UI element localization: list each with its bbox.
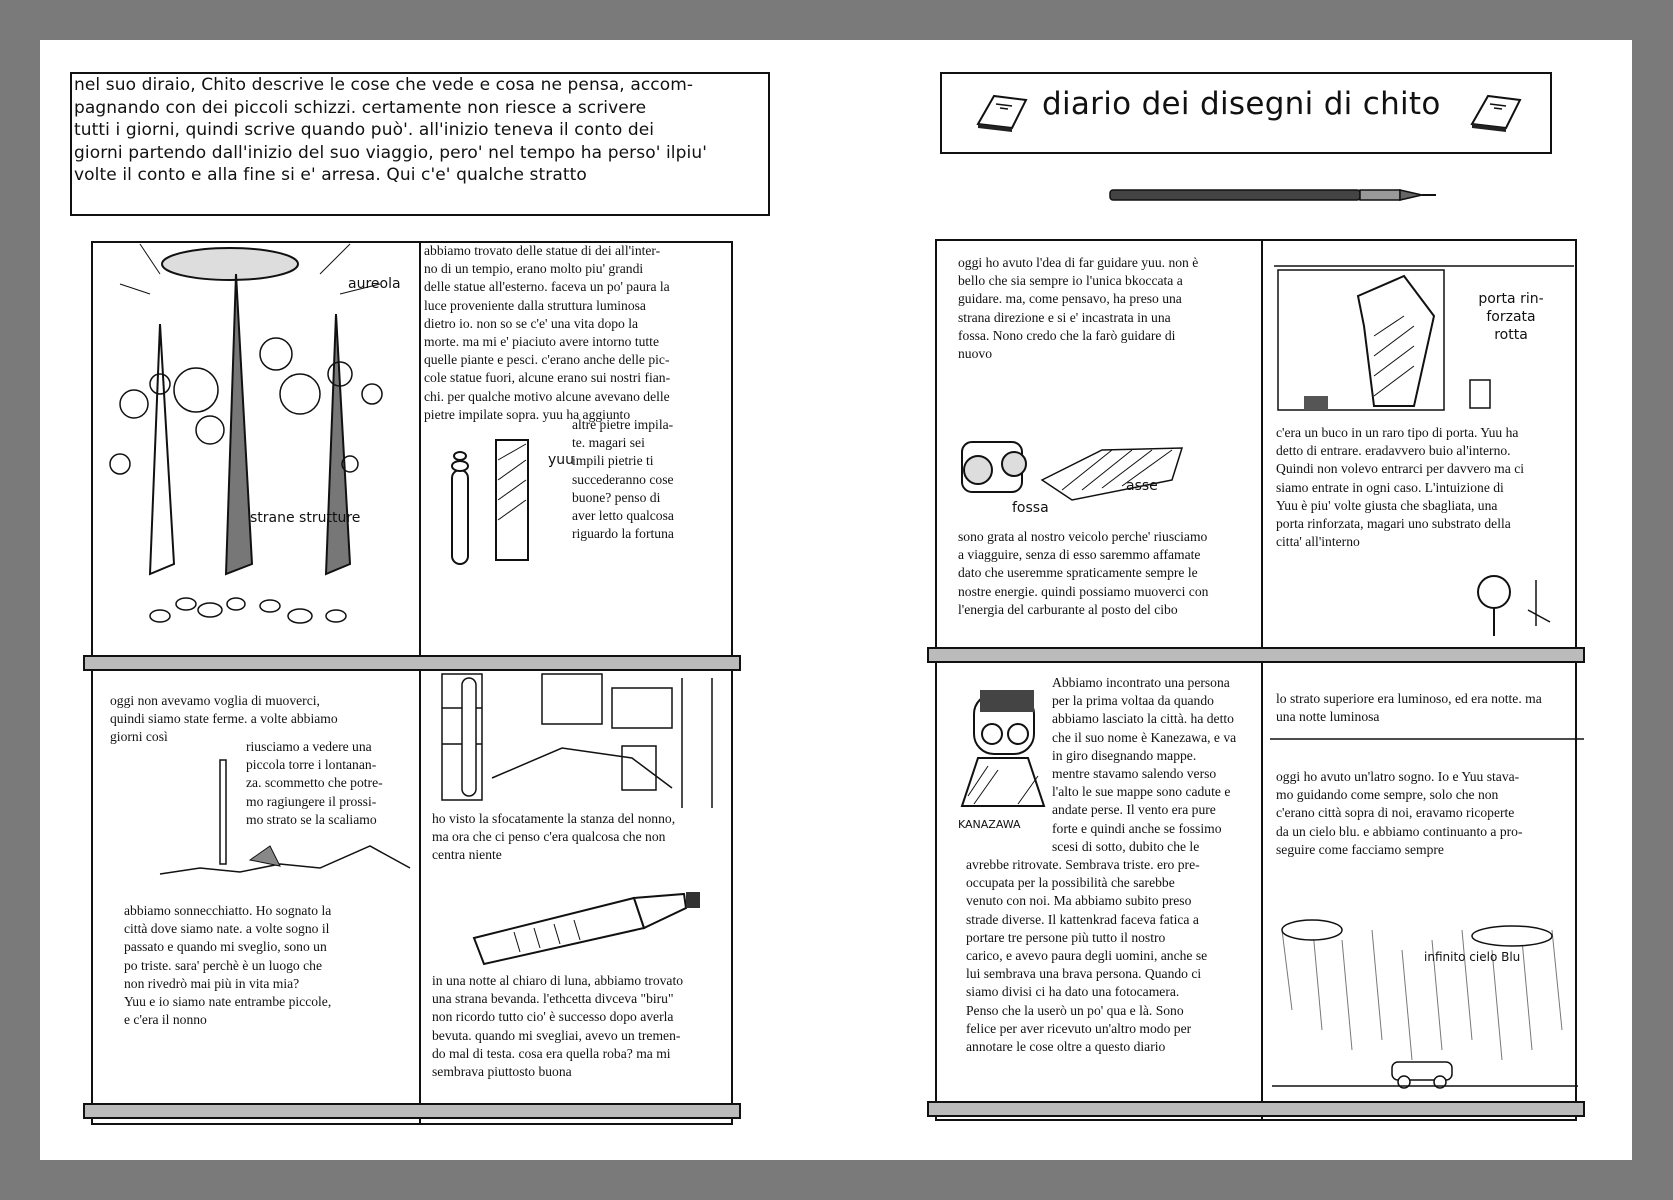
text-line: non ricordo tutto cio' è successo dopo averla	[432, 1009, 674, 1025]
intro-line: giorni partendo dall'inizio del suo viaggio, pero' nel tempo ha perso' ilpiu'	[74, 142, 707, 163]
figure-with-door-sketch	[1470, 570, 1560, 640]
blue-sky-dream-text	[1276, 768, 1582, 859]
text-line: passato e quando mi sveglio, sono un	[124, 939, 327, 955]
vehicle-fuel-text	[958, 528, 1258, 619]
text-line: bevuta. quando mi svegliai, avevo un tremen-	[432, 1027, 681, 1043]
text-line: mo guidando come sempre, solo che non	[1276, 787, 1499, 803]
stacked-stones-text	[572, 416, 732, 543]
vehicle-in-pit-sketch	[952, 420, 1212, 520]
text-line: avrebbe ritrovate. Sembrava triste. ero pre-	[966, 857, 1200, 873]
text-line: ma ora che ci penso c'era qualcosa che non	[432, 829, 666, 845]
text-line: e c'era il nonno	[124, 1012, 207, 1028]
yuu-label: yuu	[548, 452, 575, 468]
text-line: in giro disegnando mappe.	[1052, 747, 1197, 763]
statues-sketch	[100, 244, 416, 644]
text-line: che il suo nome è Kanezawa, e va	[1052, 729, 1237, 745]
text-line: annotare le cose oltre a questo diario	[966, 1039, 1166, 1055]
text-line: una notte luminosa	[1276, 709, 1380, 725]
planks-label: asse	[1126, 478, 1158, 494]
text-line: no di un tempio, erano molto piu' grandi	[424, 261, 644, 277]
text-line: l'energia del carburante al posto del cibo	[958, 601, 1178, 617]
text-line: in una notte al chiaro di luna, abbiamo trovato	[432, 973, 684, 988]
text-line: sembrava piuttosto buona	[432, 1064, 572, 1080]
text-line: cole statue fuori, alcune erano sui nostri fian-	[424, 370, 671, 386]
text-line: za. scommetto che potre-	[246, 775, 383, 791]
text-line: altre pietre impila-	[572, 417, 674, 432]
text-line: strana direzione e si e' incastrata in una	[958, 309, 1171, 325]
text-line: a viagguire, senza di esso saremmo affamate	[958, 547, 1201, 563]
text-line: oggi ho avuto l'dea di far guidare yuu. non è	[958, 255, 1199, 270]
kanezawa-meeting-text	[966, 674, 1256, 1056]
text-line: porta rinforzata, magari uno substrato della	[1276, 516, 1511, 532]
text-line: piccola torre i lontanan-	[246, 757, 377, 773]
text-line: siamo entrate in ogni caso. L'intuizione di	[1276, 479, 1504, 495]
tower-horizon-sketch	[150, 756, 420, 886]
text-line: mo strato se la scaliamo	[246, 811, 377, 827]
text-line: nostre energie. quindi possiamo muoverci con	[958, 583, 1209, 599]
text-line: andate perse. Il vento era pure	[1052, 802, 1216, 818]
text-line: bello che sia sempre io l'unica bkoccata a	[958, 273, 1183, 289]
text-line: chi. per qualche motivo alcune avevano delle	[424, 388, 670, 404]
kanazawa-label: KANAZAWA	[958, 818, 1021, 831]
text-line: mentre stavamo salendo verso	[1052, 766, 1217, 782]
text-line: lui sembrava una brava persona. Quando ci	[966, 966, 1202, 982]
text-line: portare tre persone più tutto il nostro	[966, 929, 1166, 945]
text-line: da un cielo blu. e abbiamo continuanto a pro-	[1276, 823, 1523, 839]
text-line: felice per aver ricevuto un'altro modo per	[966, 1020, 1192, 1036]
grandfather-room-sketch	[432, 668, 732, 808]
text-line: Yuu e io siamo nate entrambe piccole,	[124, 994, 332, 1010]
text-line: c'erano città sopra di noi, eravamo ricoperte	[1276, 805, 1515, 821]
text-line: Yuu è piu' volte giusta che sbagliata, una	[1276, 497, 1498, 513]
intro-line: volte il conto e alla fine si e' arresa. Qui c'e' qualche stratto	[74, 165, 587, 185]
door-label	[1474, 290, 1548, 344]
text-line: luce proveniente dalla struttura luminosa	[424, 297, 646, 313]
text-line: quelle piante e pesci. c'erano anche delle pic-	[424, 352, 670, 368]
text-line: abbiamo trovato delle statue di dei all'inter-	[424, 243, 661, 258]
text-line: occupata per la possibilità che sarebbe	[966, 875, 1175, 891]
text-line: strade diverse. Il kattenkrad faceva fatica a	[966, 911, 1199, 927]
text-line: guidare. ma, come pensavo, ha preso una	[958, 291, 1182, 307]
title-box	[940, 72, 1552, 154]
text-line: ho visto la sfocatamente la stanza del nonno,	[432, 811, 676, 826]
text-line: do mal di testa. cosa era quella roba? ma mi	[432, 1045, 671, 1061]
intro-text	[74, 74, 764, 187]
text-line: l'alto le sue mappe sono cadute e	[1052, 784, 1231, 800]
notebook-icon	[1468, 88, 1524, 132]
text-line: Quindi non volevo entrarci per davvero ma ci	[1276, 461, 1524, 477]
text-line: mo ragiungere il prossi-	[246, 793, 377, 809]
text-line: c'era un buco in un raro tipo di porta. Yuu ha	[1276, 425, 1519, 440]
structures-label: strane strutture	[250, 510, 361, 526]
text-line: oggi ho avuto un'latro sogno. Io e Yuu stava-	[1276, 769, 1520, 784]
text-line: te. magari sei	[572, 435, 645, 451]
text-line: lo strato superiore era luminoso, ed era notte. ma	[1276, 691, 1542, 706]
text-line: siamo divisi ci ha dato una fotocamera.	[966, 984, 1180, 1000]
text-line: pietre impilate sopra. yuu ha aggiunto	[424, 406, 631, 422]
text-line: venuto con noi. Ma abbiamo subito preso	[966, 893, 1192, 909]
text-line: carico, e avevo paura degli uomini, anche se	[966, 948, 1208, 964]
pit-label: fossa	[1012, 500, 1049, 516]
text-line: una strana bevanda. l'ethcetta divceva "biru"	[432, 991, 674, 1007]
bottle-sketch	[464, 888, 734, 968]
intro-line: tutti i giorni, quindi scrive quando può'. all'inizio teneva il conto dei	[74, 120, 655, 140]
temple-statues-text	[424, 242, 736, 424]
text-line: impili pietrie ti	[572, 453, 654, 469]
text-line: Abbiamo incontrato una persona	[1052, 675, 1230, 690]
strange-drink-text	[432, 972, 744, 1081]
intro-box	[70, 72, 770, 216]
text-line: po triste. sara' perchè è un luogo che	[124, 957, 322, 973]
door-hole-text	[1276, 424, 1576, 551]
text-line: Penso che la userò un po' qua e là. Sono	[966, 1002, 1184, 1018]
statue-with-stones-sketch	[440, 430, 570, 570]
label-line: forzata	[1486, 309, 1536, 325]
text-line: dietro io. non so se c'e' una vita dopo la	[424, 315, 639, 331]
pencil-divider	[1110, 188, 1436, 202]
text-line: centra niente	[432, 847, 502, 863]
text-line: riguardo la fortuna	[572, 526, 674, 542]
text-line: citta' all'interno	[1276, 534, 1360, 550]
label-line: rotta	[1494, 327, 1528, 343]
text-line: sono grata al nostro veicolo perche' riusciamo	[958, 529, 1208, 544]
text-line: riusciamo a vedere una	[246, 739, 372, 754]
text-line: non rivedrò mai più in vita mia?	[124, 975, 300, 991]
intro-line: nel suo diraio, Chito descrive le cose che vede e cosa ne pensa, accom-	[74, 75, 694, 95]
halo-label: aureola	[348, 276, 401, 292]
text-line: morte. ma mi e' piaciuto avere intorno tutte	[424, 334, 659, 350]
blue-sky-sketch	[1272, 910, 1578, 1100]
intro-line: pagnando con dei piccoli schizzi. certamente non riesce a scrivere	[74, 97, 647, 118]
dream-city-text	[124, 902, 424, 1029]
text-line: buone? penso di	[572, 489, 661, 505]
divider-line	[1270, 738, 1584, 740]
label-line: porta rin-	[1478, 291, 1544, 307]
text-line: per la prima voltaa da quando	[1052, 693, 1214, 709]
yuu-driving-text	[958, 254, 1258, 363]
grandfather-room-text	[432, 810, 742, 865]
text-line: giorni così	[110, 729, 168, 745]
text-line: abbiamo sonnecchiatto. Ho sognato la	[124, 903, 332, 918]
sky-label: infinito cielo Blu	[1424, 950, 1521, 964]
text-line: succederanno cose	[572, 471, 674, 487]
text-line: città dove siamo nate. a volte sogno il	[124, 921, 330, 937]
text-line: fossa. Nono credo che la farò guidare di	[958, 327, 1176, 343]
text-line: aver letto qualcosa	[572, 508, 674, 524]
text-line: abbiamo lasciato la città. ha detto	[1052, 711, 1234, 727]
text-line: scesi di sotto, dubito che le	[1052, 838, 1200, 854]
text-line: oggi non avevamo voglia di muoverci,	[110, 693, 320, 708]
text-line: seguire come facciamo sempre	[1276, 841, 1444, 857]
notebook-icon	[974, 88, 1030, 132]
text-line: dato che useremme spraticamente sempre le	[958, 565, 1198, 581]
luminous-night-text	[1276, 690, 1582, 726]
text-line: delle statue all'esterno. faceva un po' paura la	[424, 279, 670, 295]
page-title: diario dei disegni di chito	[1042, 86, 1441, 122]
text-line: forte e quindi anche se fossimo	[1052, 820, 1222, 836]
text-line: detto di entrare. eradavvero buio al'interno.	[1276, 443, 1511, 459]
text-line: quindi siamo state ferme. a volte abbiamo	[110, 711, 338, 727]
text-line: nuovo	[958, 346, 992, 362]
